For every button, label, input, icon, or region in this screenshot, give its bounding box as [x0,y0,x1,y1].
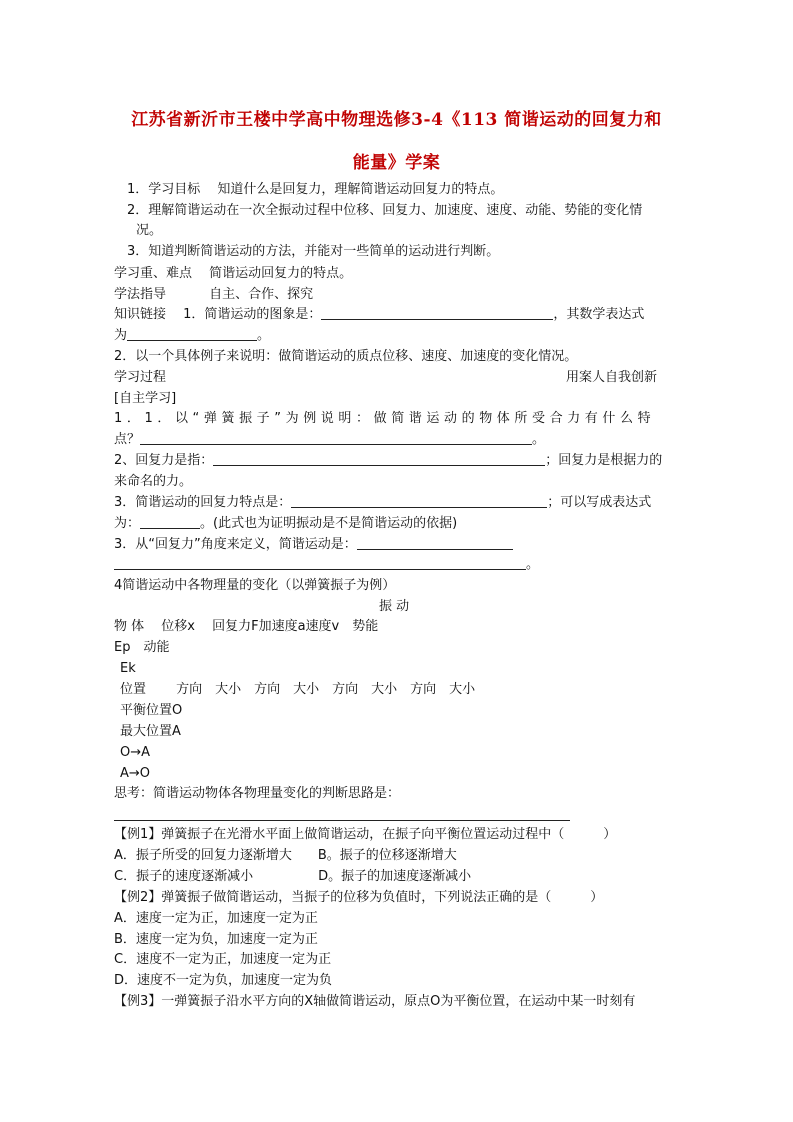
question-4-cont [114,556,539,574]
question-3-label: 3．简谐运动的回复力特点是： [114,495,292,510]
example-1-question: 【例1】弹簧振子在光滑水平面上做简谐运动，在振子向平衡位置运动过程中（ ） [114,827,617,842]
key-points: 学习重、难点 简谐运动回复力的特点。 [114,266,353,281]
answer-blank [213,452,545,466]
question-4-end: 。 [526,557,540,572]
think-prompt: 思考：简谐运动物体各物理量变化的判断思路是： [114,786,401,801]
study-method: 学法指导 自主、合作、探究 [114,287,314,302]
answer-blank [140,515,200,529]
goal-2-cont: 况。 [136,223,163,238]
example-3-question: 【例3】一弹簧振子沿水平方向的X轴做简谐运动，原点O为平衡位置，在运动中某一时刻有 [114,994,636,1009]
goal-3: 3．知道判断简谐运动的方法，并能对一些简单的运动进行判断。 [127,244,500,259]
example-2-question: 【例2】弹簧振子做简谐运动，当振子的位移为负值时，下列说法正确的是（ ） [114,890,604,905]
table-vibration-label: 振 动 [379,599,410,614]
knowledge-link-line-1 [114,306,644,324]
answer-blank [114,556,526,570]
question-3-cont [114,515,457,533]
question-1-end: 。 [532,432,546,447]
answer-blank [321,306,553,320]
answer-blank [140,431,532,445]
question-3-note: 。(此式也为证明振动是不是简谐运动的依据) [200,516,458,531]
example-1-options-cd: C．振子的速度逐渐减小 D。振子的加速度逐渐减小 [114,869,472,884]
table-heading: 4简谐运动中各物理量的变化（以弹簧振子为例） [114,578,396,593]
question-3-suffix: ；可以写成表达式 [547,495,652,510]
goal-2: 2．理解简谐运动在一次全振动过程中位移、回复力、加速度、速度、动能、势能的变化情 [127,203,643,218]
knowledge-link-suffix: ，其数学表达式 [553,307,645,322]
question-1-label: 点？ [114,432,141,447]
question-2-suffix: ；回复力是根据力的 [545,453,663,468]
question-4 [114,536,513,554]
knowledge-link-prefix: 为 [114,328,128,343]
study-process-label: 学习过程 [114,370,167,385]
document-title-line-1: 江苏省新沂市王楼中学高中物理选修3-4《113 简谐运动的回复力和 [131,110,662,130]
table-row-max-position: 最大位置A [120,724,181,739]
knowledge-link-label: 知识链接 1．简谐运动的图象是： [114,307,322,322]
knowledge-link-line-2 [114,327,270,345]
example-2-option-d: D．速度不一定为负，加速度一定为负 [114,973,333,988]
table-ep-label: Ep 动能 [114,640,170,655]
document-title-line-2: 能量》学案 [352,153,441,173]
question-2 [114,452,662,470]
answer-blank [357,536,513,550]
table-header-row: 物 体 位移x 回复力F加速度a速度v 势能 [114,619,379,634]
table-ek-label: Ek [120,661,136,676]
table-position-row: 位置 方向 大小 方向 大小 方向 大小 方向 大小 [120,682,476,697]
answer-blank [291,494,547,508]
question-1-cont [114,431,545,449]
think-answer-line [114,820,570,821]
question-3-prefix: 为： [114,516,141,531]
example-2-option-a: A．速度一定为正，加速度一定为正 [114,911,318,926]
knowledge-link-end: 。 [257,328,271,343]
table-row-o-to-a: O→A [120,745,151,760]
example-2-option-c: C．速度不一定为正，加速度一定为正 [114,952,332,967]
example-1-options-ab: A．振子所受的回复力逐渐增大 B。振子的位移逐渐增大 [114,848,457,863]
example-2-option-b: B．速度一定为负，加速度一定为正 [114,932,318,947]
user-innovation-label: 用案人自我创新 [566,370,658,385]
table-row-a-to-o: A→O [120,766,151,781]
goal-1: 1．学习目标 知道什么是回复力，理解简谐运动回复力的特点。 [127,182,504,197]
answer-blank [127,327,257,341]
question-3 [114,494,651,512]
knowledge-link-line-3: 2．以一个具体例子来说明：做简谐运动的质点位移、速度、加速度的变化情况。 [114,349,578,364]
self-study-label: [自主学习] [114,391,177,406]
question-2-label: 2、回复力是指： [114,453,214,468]
question-1: 1．1．以“弹簧振子”为例说明：做简谐运动的物体所受合力有什么特 [114,411,656,426]
table-row-equilibrium: 平衡位置O [120,703,183,718]
question-4-label: 3．从“回复力”角度来定义，简谐运动是： [114,537,357,552]
question-2-cont: 来命名的力。 [114,474,193,489]
